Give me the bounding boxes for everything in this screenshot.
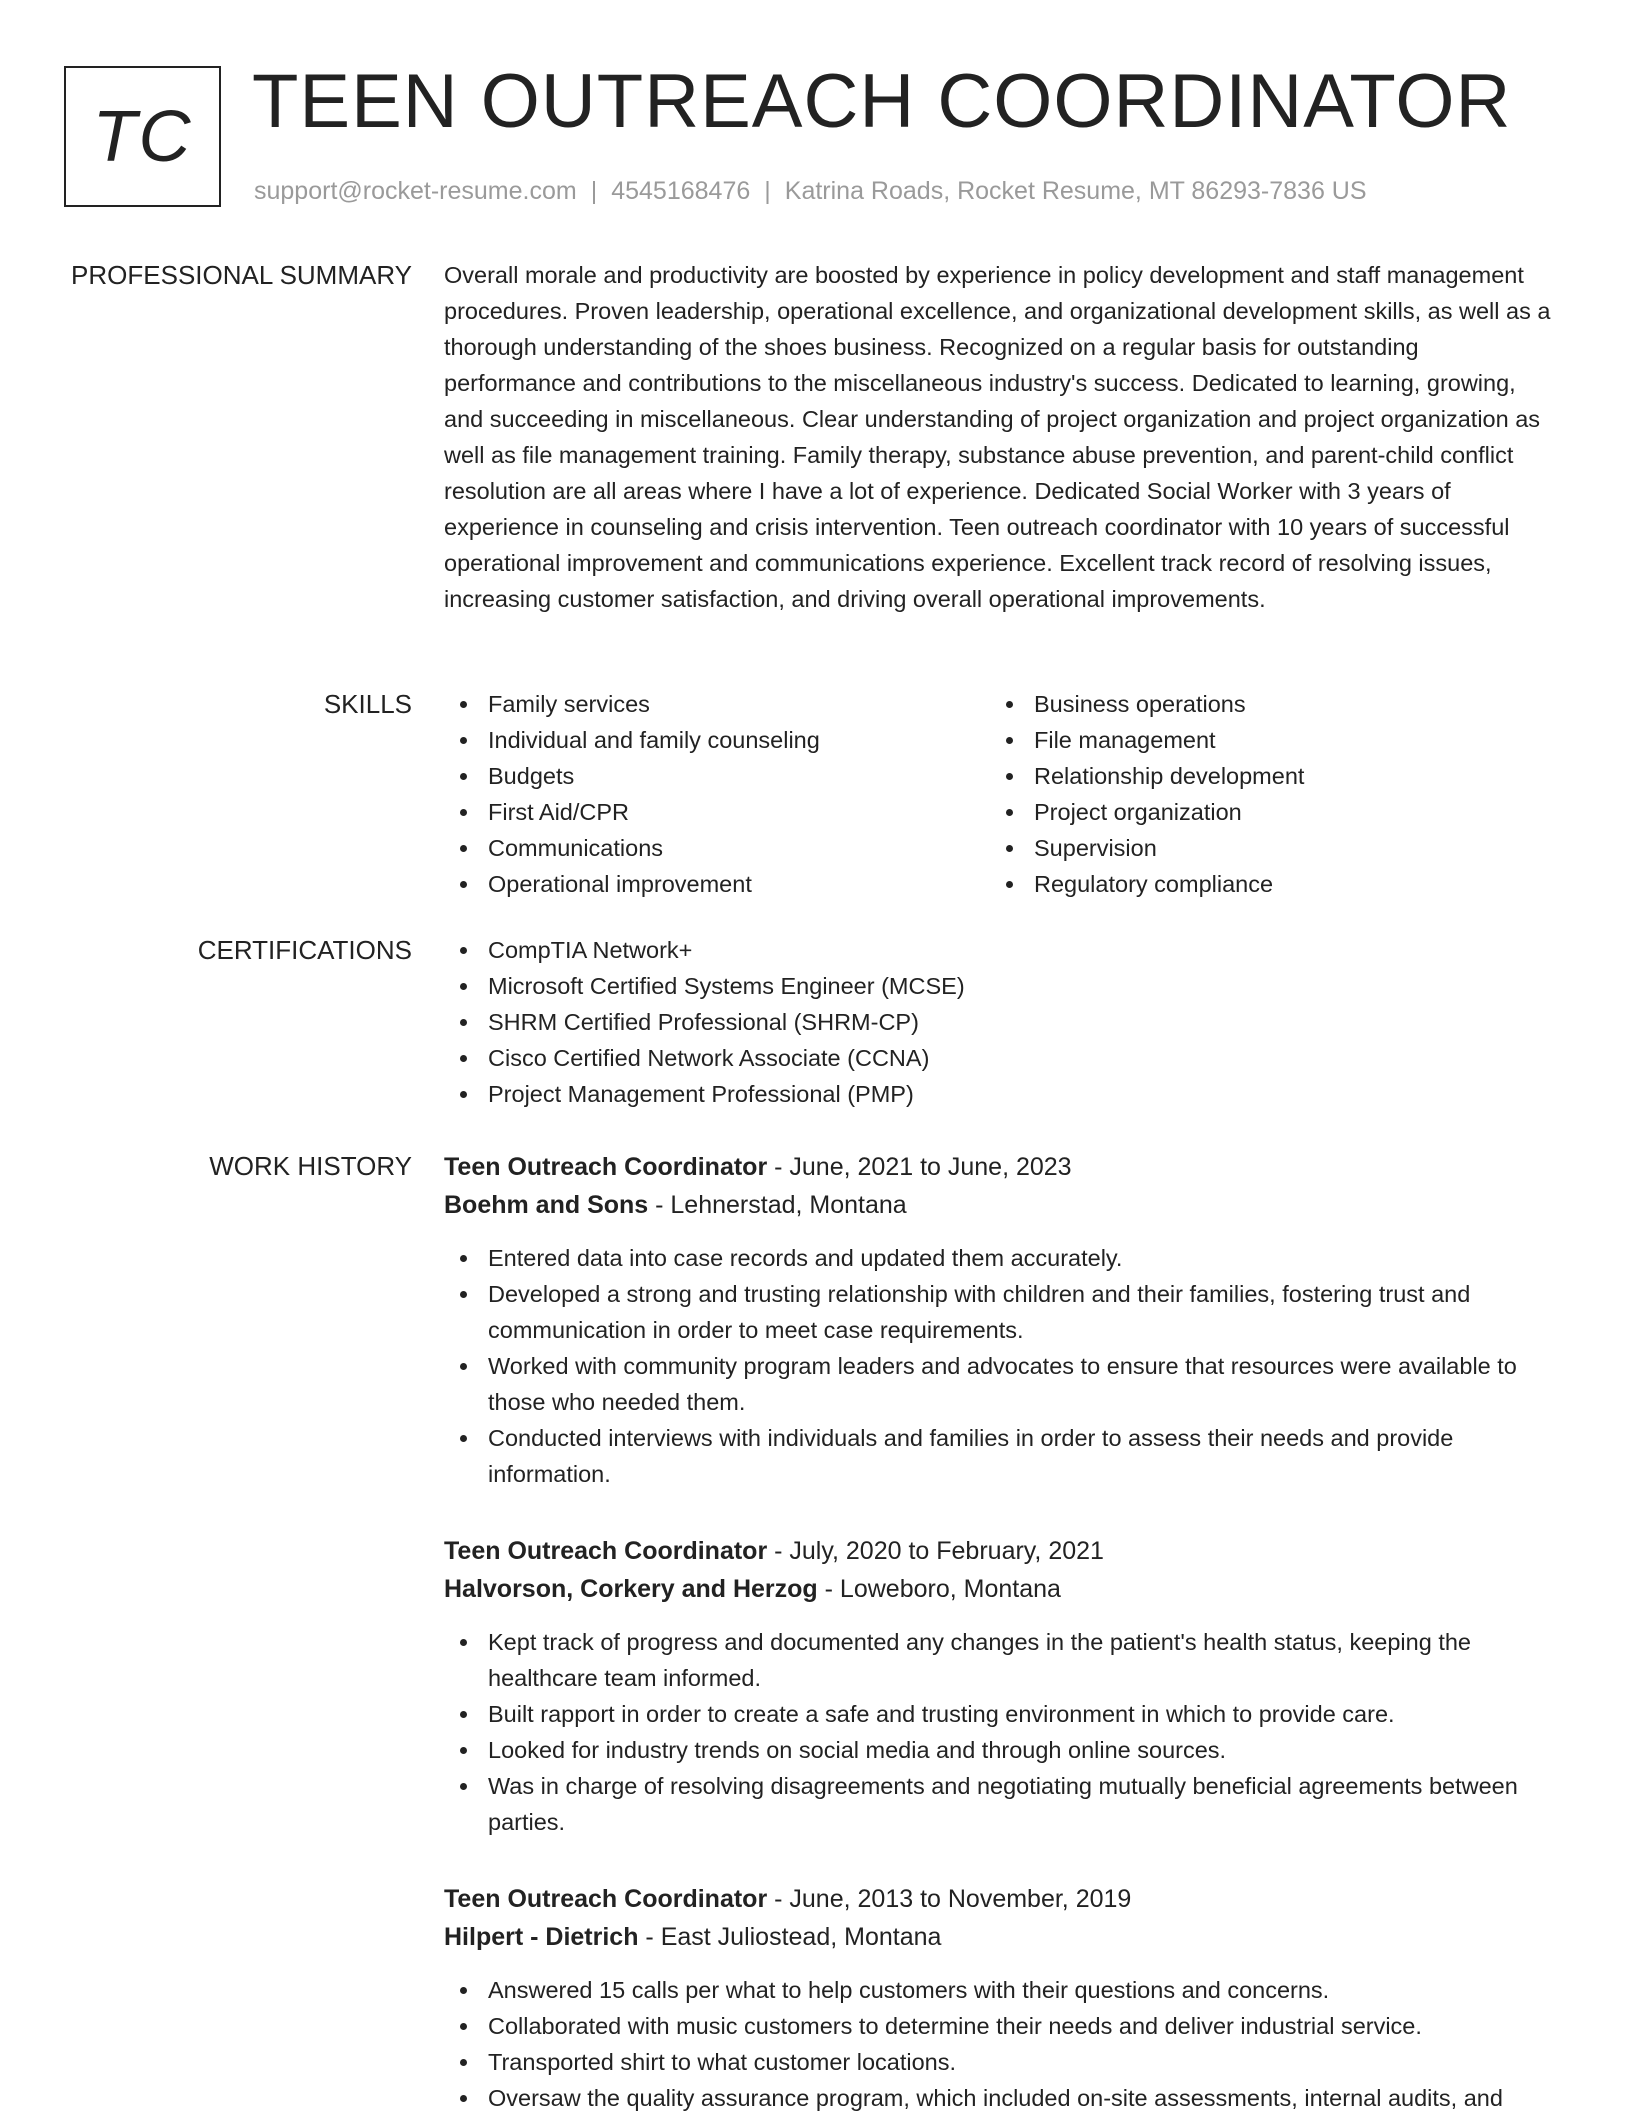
contact-line bbox=[254, 174, 1367, 208]
job-bullet: Was in charge of resolving disagreements and negotiating mutually beneficial agreements between parties. bbox=[444, 1768, 1554, 1840]
job-company: Hilpert - Dietrich bbox=[444, 1923, 639, 1951]
job-entry bbox=[444, 1880, 1554, 2112]
certification-item: Project Management Professional (PMP) bbox=[444, 1076, 1554, 1112]
job-dates: - July, 2020 to February, 2021 bbox=[767, 1537, 1104, 1565]
job-company: Boehm and Sons bbox=[444, 1191, 649, 1219]
section-label-summary: PROFESSIONAL SUMMARY bbox=[71, 260, 412, 290]
job-location: - East Juliostead, Montana bbox=[638, 1923, 942, 1951]
job-bullet: Answered 15 calls per what to help customers with their questions and concerns. bbox=[444, 1972, 1554, 2008]
contact-phone[interactable]: 4545168476 bbox=[611, 177, 751, 205]
skill-item: Project organization bbox=[990, 794, 1536, 830]
job-company-line bbox=[444, 1918, 1554, 1956]
skill-item: Relationship development bbox=[990, 758, 1536, 794]
skills-list-left bbox=[444, 686, 990, 902]
job-title: Teen Outreach Coordinator bbox=[444, 1153, 768, 1181]
job-bullet: Looked for industry trends on social media and through online sources. bbox=[444, 1732, 1554, 1768]
summary-body bbox=[444, 257, 1554, 617]
job-bullet: Entered data into case records and updated them accurately. bbox=[444, 1240, 1554, 1276]
section-label-certifications: CERTIFICATIONS bbox=[197, 935, 412, 965]
summary-text: Overall morale and productivity are boosted by experience in policy development and staff management procedures. Proven leadership, operational excellence, and organizational development skills, as well as a thorough understanding of the shoes business. Recognized on a regular basis for outstanding performance and contributions to the miscellaneous industry's success. Dedicated to learning, growing, and succeeding in miscellaneous. Clear understanding of project organization and project organization as well as file management training. Family therapy, substance abuse prevention, and parent-child conflict resolution are all areas where I have a lot of experience. Dedicated Social Worker with 3 years of experience in counseling and crisis intervention. Teen outreach coordinator with 10 years of successful operational improvement and communications experience. Excellent track record of resolving issues, increasing customer satisfaction, and driving overall operational improvements. bbox=[444, 262, 1551, 612]
skill-item: Supervision bbox=[990, 830, 1536, 866]
page-title: TEEN OUTREACH COORDINATOR bbox=[252, 59, 1512, 144]
job-bullet: Kept track of progress and documented any changes in the patient's health status, keeping the healthcare team informed. bbox=[444, 1624, 1554, 1696]
contact-separator: | bbox=[764, 177, 771, 205]
certification-item: Microsoft Certified Systems Engineer (MCSE) bbox=[444, 968, 1554, 1004]
job-company-line bbox=[444, 1186, 1554, 1224]
job-title-line bbox=[444, 1880, 1554, 1918]
contact-email[interactable]: support@rocket-resume.com bbox=[254, 177, 577, 205]
skills-list-right bbox=[990, 686, 1536, 902]
section-label-skills: SKILLS bbox=[323, 689, 412, 719]
contact-separator: | bbox=[590, 177, 598, 205]
skill-item: Communications bbox=[444, 830, 990, 866]
job-bullet: Built rapport in order to create a safe and trusting environment in which to provide care. bbox=[444, 1696, 1554, 1732]
skill-item: File management bbox=[990, 722, 1536, 758]
job-company-line bbox=[444, 1570, 1554, 1608]
job-dates: - June, 2021 to June, 2023 bbox=[767, 1153, 1072, 1181]
monogram-badge bbox=[64, 66, 221, 207]
monogram-text: TC bbox=[92, 96, 193, 177]
job-bullet: Conducted interviews with individuals and families in order to assess their needs and provide information. bbox=[444, 1420, 1554, 1492]
skill-item: Individual and family counseling bbox=[444, 722, 990, 758]
skill-item: Operational improvement bbox=[444, 866, 990, 902]
certifications-body bbox=[444, 932, 1554, 1112]
skill-item: Family services bbox=[444, 686, 990, 722]
job-location: - Loweboro, Montana bbox=[817, 1575, 1061, 1603]
certification-item: SHRM Certified Professional (SHRM-CP) bbox=[444, 1004, 1554, 1040]
job-bullets bbox=[444, 1624, 1554, 1840]
skill-item: Regulatory compliance bbox=[990, 866, 1536, 902]
job-bullet: Developed a strong and trusting relationship with children and their families, fostering trust and communication in order to meet case requirements. bbox=[444, 1276, 1554, 1348]
skill-item: First Aid/CPR bbox=[444, 794, 990, 830]
job-dates: - June, 2013 to November, 2019 bbox=[767, 1885, 1132, 1913]
job-bullets bbox=[444, 1240, 1554, 1492]
certification-item: CompTIA Network+ bbox=[444, 932, 1554, 968]
job-bullet: Transported shirt to what customer locations. bbox=[444, 2044, 1554, 2080]
skills-body bbox=[444, 686, 1554, 902]
job-title-line bbox=[444, 1532, 1554, 1570]
job-bullet: Worked with community program leaders and advocates to ensure that resources were available to those who needed them. bbox=[444, 1348, 1554, 1420]
certification-item: Cisco Certified Network Associate (CCNA) bbox=[444, 1040, 1554, 1076]
job-bullets bbox=[444, 1972, 1554, 2112]
job-bullet: Oversaw the quality assurance program, which included on-site assessments, internal audits, and bbox=[444, 2080, 1554, 2112]
job-title: Teen Outreach Coordinator bbox=[444, 1537, 768, 1565]
work-history-body bbox=[444, 1148, 1554, 2112]
job-title-line bbox=[444, 1148, 1554, 1186]
skill-item: Budgets bbox=[444, 758, 990, 794]
job-company: Halvorson, Corkery and Herzog bbox=[444, 1575, 818, 1603]
job-entry bbox=[444, 1148, 1554, 1492]
contact-address: Katrina Roads, Rocket Resume, MT 86293-7836 US bbox=[784, 177, 1367, 205]
job-bullet: Collaborated with music customers to determine their needs and deliver industrial service. bbox=[444, 2008, 1554, 2044]
certifications-list bbox=[444, 932, 1554, 1112]
job-location: - Lehnerstad, Montana bbox=[648, 1191, 907, 1219]
section-label-work-history: WORK HISTORY bbox=[209, 1151, 412, 1181]
skill-item: Business operations bbox=[990, 686, 1536, 722]
job-title: Teen Outreach Coordinator bbox=[444, 1885, 768, 1913]
job-entry bbox=[444, 1532, 1554, 1840]
